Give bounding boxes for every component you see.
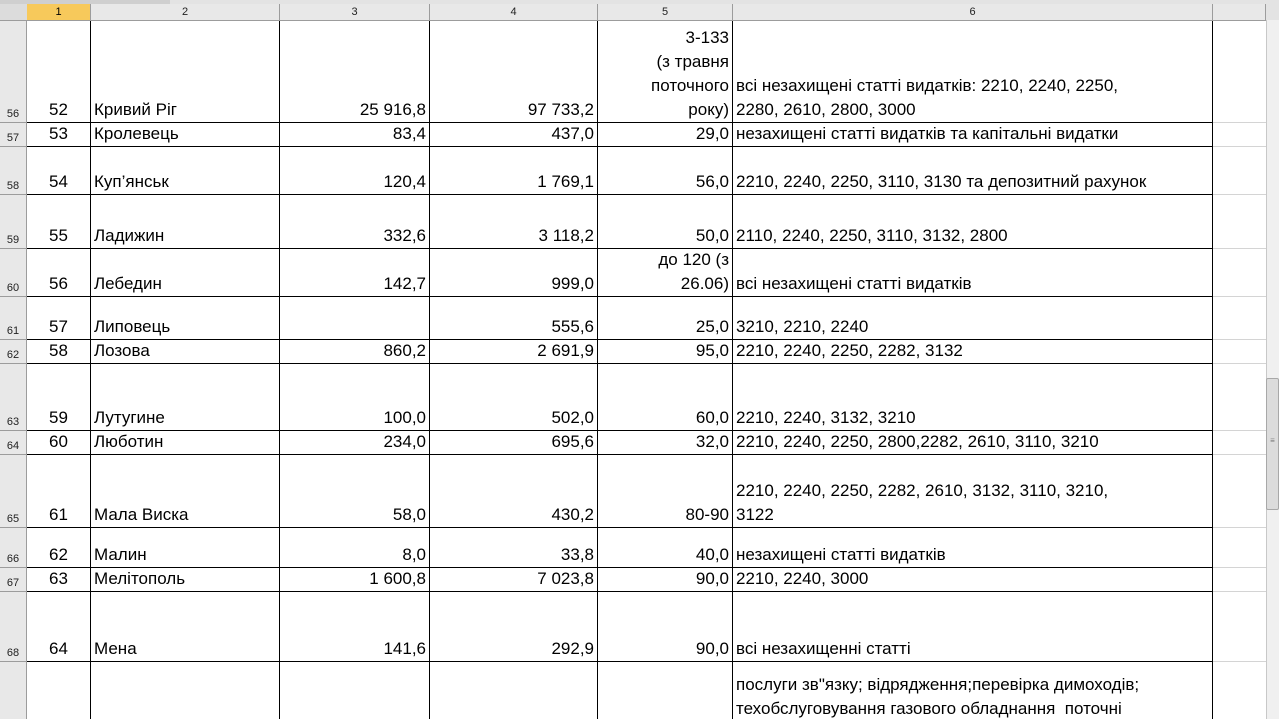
cell-col-1[interactable] [27, 592, 91, 662]
row-header[interactable] [0, 662, 27, 719]
empty-cell[interactable] [1213, 662, 1266, 719]
cell-col-1[interactable] [27, 568, 91, 592]
cell-col-5[interactable] [598, 592, 733, 662]
cell-text: 60,0 [695, 408, 729, 427]
cell-text: 55 [49, 226, 68, 245]
cell-text: 2210, 2240, 3132, 3210 [736, 408, 916, 427]
empty-cell[interactable] [1213, 364, 1266, 431]
cell-col-5[interactable] [598, 297, 733, 340]
empty-cell[interactable] [1213, 431, 1266, 455]
cell-text: 58,0 [392, 505, 426, 524]
row-header[interactable]: 68 [0, 592, 27, 662]
empty-cell[interactable] [1213, 340, 1266, 364]
cell-col-5[interactable] [598, 568, 733, 592]
cell-col-6[interactable] [733, 297, 1213, 340]
cell-text: 2110, 2240, 2250, 3110, 3132, 2800 [736, 226, 1008, 245]
cell-text: Люботин [94, 432, 164, 451]
cell-text: 142,7 [383, 274, 426, 293]
cell-text: 2210, 2240, 2250, 2282, 3132 [736, 341, 963, 360]
cell-text: 90,0 [695, 569, 729, 588]
cell-text: Лутугине [94, 408, 165, 427]
cell-col-2[interactable] [91, 364, 280, 431]
table-row [27, 592, 1213, 662]
cell-col-3[interactable] [280, 528, 430, 568]
cell-text: 3 118,2 [538, 226, 594, 245]
cell-text: 555,6 [551, 317, 594, 336]
cell-col-3[interactable] [280, 249, 430, 297]
cell-col-4[interactable] [430, 364, 598, 431]
table-row [27, 662, 1213, 719]
empty-cell[interactable] [1213, 528, 1266, 568]
empty-cell[interactable] [1213, 123, 1266, 147]
table-row [27, 249, 1213, 297]
column-header-5[interactable]: 5 [598, 4, 733, 20]
column-header-2[interactable]: 2 [91, 4, 280, 20]
row-header[interactable]: 60 [0, 249, 27, 297]
cell-text: 60 [49, 432, 68, 451]
empty-cell[interactable] [1213, 455, 1266, 528]
empty-cell[interactable] [1213, 195, 1266, 249]
cell-text: всі незахищені статті видатків [736, 274, 972, 293]
cell-col-1[interactable] [27, 431, 91, 455]
cell-col-5[interactable] [598, 195, 733, 249]
cell-text: 430,2 [551, 505, 594, 524]
cell-text: 62 [49, 545, 68, 564]
cell-col-4[interactable] [430, 340, 598, 364]
cell-col-4[interactable] [430, 431, 598, 455]
cell-text: 61 [49, 505, 68, 524]
cell-col-4[interactable] [430, 249, 598, 297]
cell-text: 63 [49, 569, 68, 588]
cell-col-3[interactable] [280, 297, 430, 340]
cell-text: 2210, 2240, 3000 [736, 569, 869, 588]
cell-text: 54 [49, 172, 68, 191]
cell-col-2[interactable] [91, 195, 280, 249]
cell-text: 29,0 [695, 124, 729, 143]
cell-col-5[interactable] [598, 528, 733, 568]
cell-col-3[interactable] [280, 364, 430, 431]
column-header-1[interactable]: 1 [27, 4, 91, 20]
cell-col-4[interactable] [430, 195, 598, 249]
cell-text: 100,0 [383, 408, 426, 427]
cell-col-2[interactable] [91, 21, 280, 123]
cell-text: 1 600,8 [369, 569, 426, 588]
cell-col-2[interactable] [91, 455, 280, 528]
cell-col-1[interactable] [27, 455, 91, 528]
cell-col-2[interactable] [91, 340, 280, 364]
cell-col-4[interactable] [430, 662, 598, 719]
cell-text: 292,9 [551, 639, 594, 658]
cell-col-3[interactable] [280, 662, 430, 719]
cell-text: 53 [49, 124, 68, 143]
table-row [27, 431, 1213, 455]
cell-col-5[interactable] [598, 249, 733, 297]
cell-text: 7 023,8 [537, 569, 594, 588]
empty-cell[interactable] [1213, 297, 1266, 340]
cell-col-2[interactable] [91, 568, 280, 592]
row-header[interactable]: 65 [0, 455, 27, 528]
cell-col-1[interactable] [27, 528, 91, 568]
cell-text: Куп’янськ [94, 172, 169, 191]
cell-col-3[interactable] [280, 195, 430, 249]
cell-text: Мелітополь [94, 569, 186, 588]
cell-col-5[interactable] [598, 662, 733, 719]
cell-col-2[interactable] [91, 528, 280, 568]
cell-text: 3210, 2210, 2240 [736, 317, 869, 336]
cell-col-4[interactable] [430, 123, 598, 147]
cell-col-6[interactable] [733, 21, 1213, 123]
empty-cell[interactable] [1213, 568, 1266, 592]
cell-text: 90,0 [695, 639, 729, 658]
cell-text: Мала Виска [94, 505, 189, 524]
cell-col-6[interactable] [733, 431, 1213, 455]
cell-col-6[interactable] [733, 568, 1213, 592]
cell-text: 59 [49, 408, 68, 427]
cell-col-5[interactable] [598, 147, 733, 195]
table-row [27, 21, 1213, 123]
cell-col-3[interactable] [280, 568, 430, 592]
row-header[interactable]: 57 [0, 123, 27, 147]
cell-text: 120,4 [383, 172, 426, 191]
cell-text: 57 [49, 317, 68, 336]
table-row [27, 147, 1213, 195]
cell-text: всі незахищенні статті [736, 639, 911, 658]
cell-col-2[interactable] [91, 147, 280, 195]
cell-col-3[interactable] [280, 431, 430, 455]
grip-icon: ≡ [1270, 436, 1275, 445]
cell-col-4[interactable] [430, 297, 598, 340]
cell-col-2[interactable] [91, 662, 280, 719]
row-header[interactable]: 61 [0, 297, 27, 340]
cell-col-6[interactable] [733, 592, 1213, 662]
cell-col-5[interactable] [598, 455, 733, 528]
table-row [27, 568, 1213, 592]
cell-text: послуги зв"язку; відрядження;перевірка димоходів; техобслуговування газового обладнання поточні [736, 675, 1140, 718]
row-header[interactable]: 67 [0, 568, 27, 592]
column-header-3[interactable]: 3 [280, 4, 430, 20]
cell-text: 83,4 [392, 124, 426, 143]
cell-col-1[interactable] [27, 123, 91, 147]
row-header[interactable]: 62 [0, 340, 27, 364]
cell-col-6[interactable] [733, 249, 1213, 297]
column-header-bar [0, 0, 1279, 21]
cell-col-1[interactable] [27, 662, 91, 719]
empty-cell[interactable] [1213, 147, 1266, 195]
cell-col-6[interactable] [733, 662, 1213, 719]
cell-col-5[interactable] [598, 431, 733, 455]
cell-text: 56 [49, 274, 68, 293]
table-row [27, 455, 1213, 528]
cell-text: 2210, 2240, 2250, 2800,2282, 2610, 3110, 3210 [736, 432, 1099, 451]
cell-col-5[interactable] [598, 21, 733, 123]
cell-text: 502,0 [551, 408, 594, 427]
cell-col-2[interactable] [91, 592, 280, 662]
cell-text: 234,0 [383, 432, 426, 451]
cell-col-3[interactable] [280, 340, 430, 364]
cell-text: 56,0 [695, 172, 729, 191]
cell-col-2[interactable] [91, 431, 280, 455]
empty-cell[interactable] [1213, 21, 1266, 123]
cell-text: незахищені статті видатків [736, 545, 946, 564]
cell-col-1[interactable] [27, 340, 91, 364]
cell-text: Кривий Ріг [94, 100, 177, 119]
cell-col-3[interactable] [280, 123, 430, 147]
cell-col-1[interactable] [27, 21, 91, 123]
cell-text: 332,6 [383, 226, 426, 245]
cell-col-4[interactable] [430, 21, 598, 123]
cell-col-4[interactable] [430, 147, 598, 195]
table-row [27, 297, 1213, 340]
row-header[interactable]: 64 [0, 431, 27, 455]
cell-col-2[interactable] [91, 123, 280, 147]
select-all-corner[interactable] [0, 4, 28, 20]
cell-text: Кролевець [94, 124, 179, 143]
cell-col-6[interactable] [733, 528, 1213, 568]
cell-text: 860,2 [383, 341, 426, 360]
cell-text: 437,0 [551, 124, 594, 143]
cell-text: до 120 (з 26.06) [658, 250, 729, 293]
column-header-6[interactable]: 6 [733, 4, 1213, 20]
cell-col-5[interactable] [598, 340, 733, 364]
cell-col-1[interactable] [27, 297, 91, 340]
cell-text: 33,8 [560, 545, 594, 564]
table-row [27, 123, 1213, 147]
row-header[interactable]: 59 [0, 195, 27, 249]
table-row [27, 195, 1213, 249]
cell-col-1[interactable] [27, 249, 91, 297]
cell-text: Лебедин [94, 274, 162, 293]
cell-col-6[interactable] [733, 340, 1213, 364]
cell-col-6[interactable] [733, 147, 1213, 195]
cell-col-6[interactable] [733, 455, 1213, 528]
cell-col-3[interactable] [280, 592, 430, 662]
cell-text: 2210, 2240, 2250, 2282, 2610, 3132, 3110, 3210, 3122 [736, 481, 1109, 524]
cell-text: 52 [49, 100, 68, 119]
row-header[interactable]: 58 [0, 147, 27, 195]
cell-text: 80-90 [685, 505, 729, 524]
cell-col-6[interactable] [733, 364, 1213, 431]
cell-text: Мена [94, 639, 137, 658]
cell-col-3[interactable] [280, 21, 430, 123]
cell-col-5[interactable] [598, 123, 733, 147]
cell-col-4[interactable] [430, 568, 598, 592]
cell-text: 2 691,9 [537, 341, 594, 360]
cell-col-6[interactable] [733, 195, 1213, 249]
empty-cell[interactable] [1213, 249, 1266, 297]
cell-text: 141,6 [383, 639, 426, 658]
cell-text: 8,0 [402, 545, 426, 564]
cell-col-5[interactable] [598, 364, 733, 431]
cell-text: 40,0 [695, 545, 729, 564]
cell-text: 695,6 [551, 432, 594, 451]
vertical-scrollbar[interactable] [1266, 20, 1279, 719]
table-row [27, 364, 1213, 431]
cell-text: 25 916,8 [359, 100, 426, 119]
cell-text: Липовець [94, 317, 171, 336]
cell-text: 1 769,1 [537, 172, 594, 191]
cell-col-2[interactable] [91, 249, 280, 297]
row-header[interactable]: 66 [0, 528, 27, 568]
cell-col-4[interactable] [430, 528, 598, 568]
cell-text: 95,0 [695, 341, 729, 360]
cell-col-1[interactable] [27, 147, 91, 195]
cell-text: 32,0 [695, 432, 729, 451]
cell-col-4[interactable] [430, 592, 598, 662]
cell-text: 999,0 [551, 274, 594, 293]
table-row [27, 340, 1213, 364]
cell-text: Малин [94, 545, 147, 564]
cell-col-3[interactable] [280, 455, 430, 528]
cell-text: незахищені статті видатків та капітальні видатки [736, 124, 1119, 143]
cell-text: Ладижин [94, 226, 165, 245]
cell-text: 97 733,2 [527, 100, 594, 119]
row-header[interactable]: 63 [0, 364, 27, 431]
cell-text: 64 [49, 639, 68, 658]
column-header-empty[interactable] [1213, 4, 1266, 20]
cell-text: 58 [49, 341, 68, 360]
cell-text: 2210, 2240, 2250, 3110, 3130 та депозитний рахунок [736, 172, 1147, 191]
cell-text: 25,0 [695, 317, 729, 336]
empty-cell[interactable] [1213, 592, 1266, 662]
cell-text: 3-133 (з травня поточного року) [651, 28, 729, 119]
cell-col-4[interactable] [430, 455, 598, 528]
cell-text: 50,0 [695, 226, 729, 245]
cell-col-1[interactable] [27, 195, 91, 249]
cell-text: Лозова [94, 341, 150, 360]
row-header[interactable]: 56 [0, 21, 27, 123]
cell-col-6[interactable] [733, 123, 1213, 147]
cell-col-2[interactable] [91, 297, 280, 340]
cell-text: всі незахищені статті видатків: 2210, 2240, 2250, 2280, 2610, 2800, 3000 [736, 76, 1119, 119]
table-row [27, 528, 1213, 568]
column-header-4[interactable]: 4 [430, 4, 598, 20]
cell-col-3[interactable] [280, 147, 430, 195]
cell-col-1[interactable] [27, 364, 91, 431]
